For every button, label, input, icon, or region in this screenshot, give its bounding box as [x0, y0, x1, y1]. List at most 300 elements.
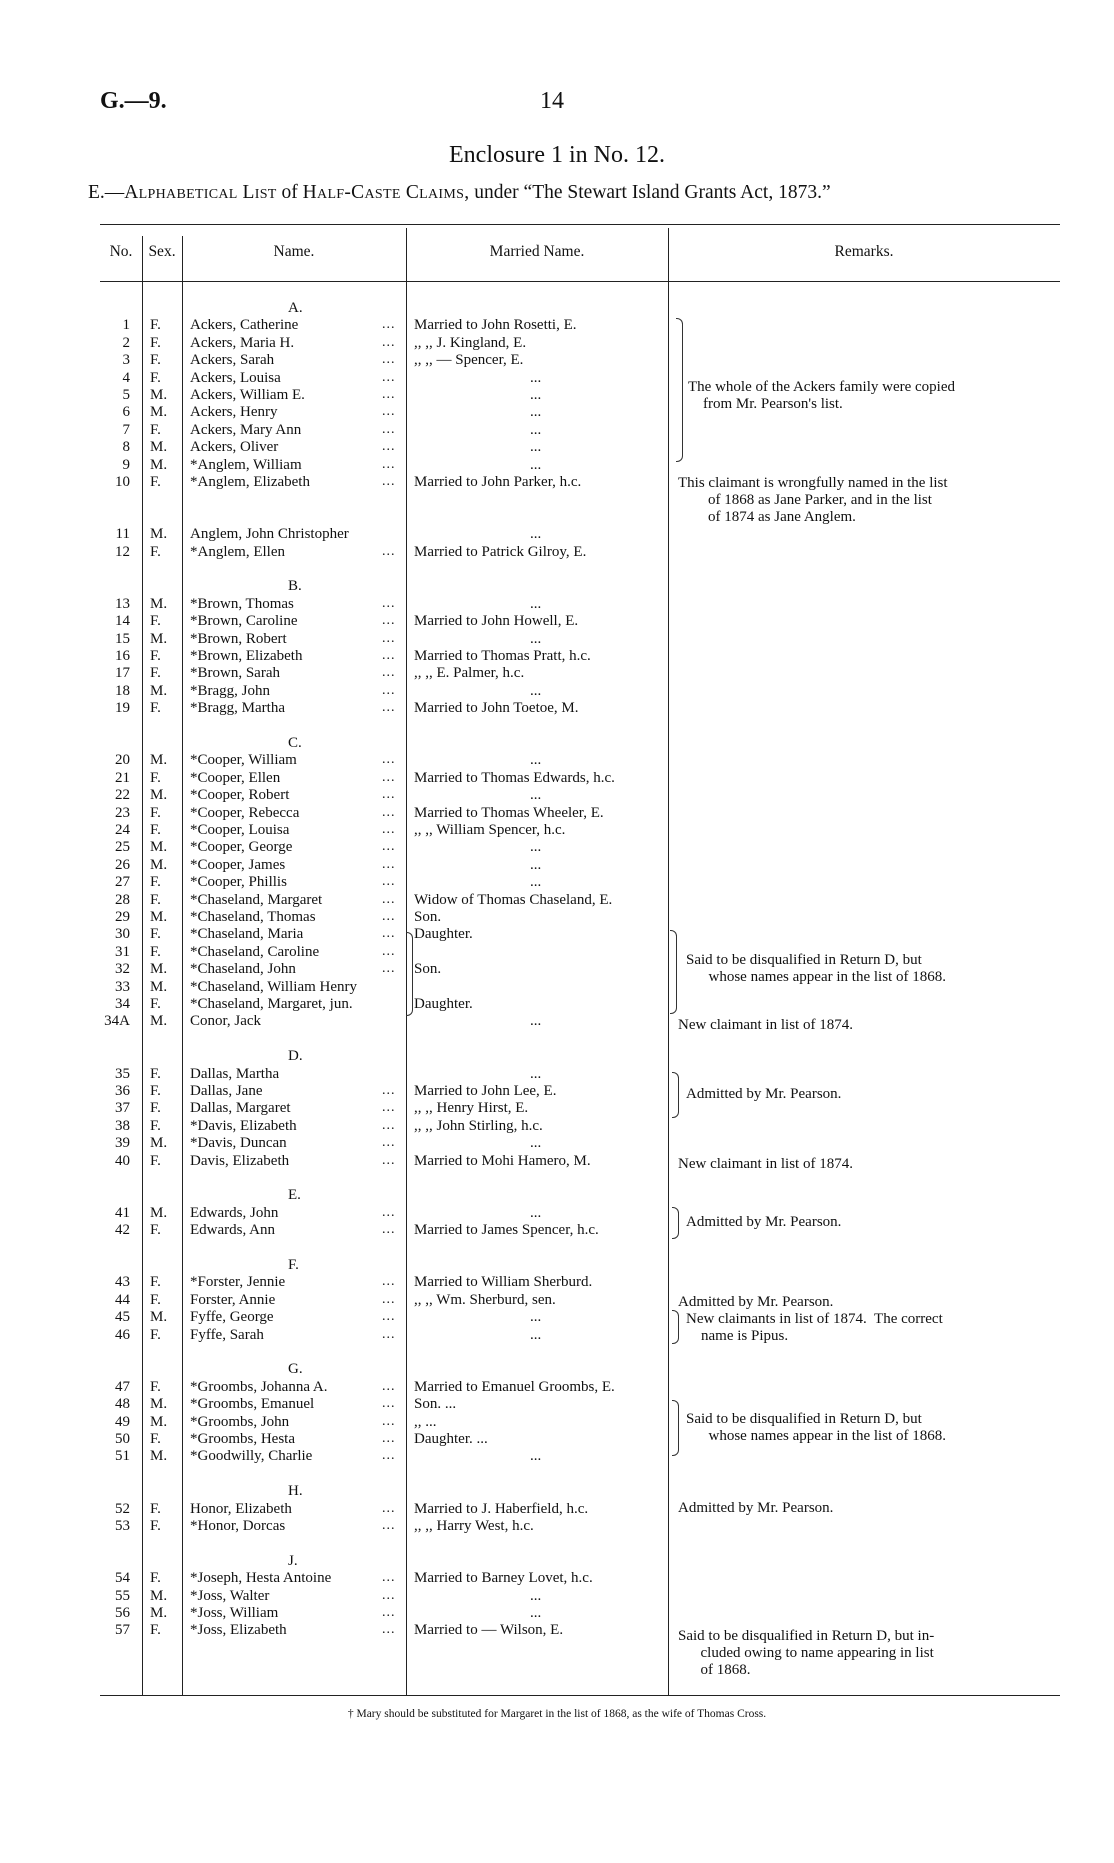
row-sex: F.	[150, 1326, 161, 1343]
row-married-name: Married to John Howell, E.	[414, 613, 579, 630]
row-sex: F.	[150, 613, 161, 630]
row-name: Ackers, Henry	[190, 404, 278, 421]
row-number: 27	[115, 874, 130, 891]
leader-dots: ...	[382, 1083, 396, 1098]
row-sex: F.	[150, 926, 161, 943]
row-married-name: ...	[530, 1605, 542, 1621]
brace	[406, 932, 413, 1016]
row-married-name: Son.	[414, 909, 442, 925]
column-header-name: Name.	[273, 243, 315, 260]
leader-dots: ...	[382, 1622, 396, 1638]
row-name: *Brown, Thomas	[190, 595, 294, 612]
row-name: *Davis, Elizabeth	[190, 1117, 297, 1134]
row-number: 56	[115, 1605, 130, 1621]
row-married-name: Married to Mohi Hamero, M.	[414, 1152, 591, 1169]
row-married-name: ...	[530, 630, 542, 647]
row-married-name: ,, ,, E. Palmer, h.c.	[414, 665, 525, 682]
leader-dots: ...	[382, 1605, 396, 1620]
row-name: *Cooper, George	[190, 839, 293, 856]
row-name: Fyffe, Sarah	[190, 1326, 264, 1343]
row-sex: F.	[150, 1117, 161, 1134]
row-number: 49	[115, 1413, 130, 1430]
leader-dots: ...	[382, 700, 396, 716]
section-letter: E.	[288, 1187, 301, 1204]
leader-dots: ...	[382, 874, 396, 890]
row-sex: F.	[150, 822, 161, 838]
page-title: Enclosure 1 in No. 12.	[449, 142, 665, 168]
row-name: *Groombs, Johanna A.	[190, 1378, 328, 1395]
section-letter: F.	[288, 1257, 299, 1273]
remark-forster: Admitted by Mr. Pearson.	[678, 1294, 834, 1310]
leader-dots: ...	[382, 787, 396, 803]
leader-dots: ...	[382, 1326, 396, 1342]
row-married-name: ...	[530, 595, 542, 612]
leader-dots: ...	[382, 665, 396, 681]
row-name: *Chaseland, Margaret	[190, 891, 323, 908]
brace	[672, 1207, 679, 1239]
row-sex: M.	[150, 752, 168, 769]
row-married-name: ...	[530, 856, 542, 873]
row-married-name: ...	[530, 1065, 542, 1082]
row-sex: M.	[150, 961, 168, 978]
row-name: Edwards, John	[190, 1204, 279, 1221]
row-married-name: Son. ...	[414, 1396, 457, 1413]
row-number: 16	[115, 648, 130, 664]
row-sex: F.	[150, 1083, 161, 1099]
leader-dots: ...	[382, 613, 396, 629]
section-letter: C.	[288, 735, 302, 751]
leader-dots: ...	[382, 1378, 396, 1394]
row-name: *Cooper, William	[190, 752, 297, 769]
row-married-name: Married to James Spencer, h.c.	[414, 1222, 599, 1239]
row-name: Forster, Annie	[190, 1291, 276, 1308]
row-number: 54	[115, 1570, 130, 1587]
row-sex: F.	[150, 648, 161, 664]
row-married-name: ,, ...	[414, 1413, 437, 1430]
row-name: *Forster, Jennie	[190, 1274, 286, 1291]
row-married-name: ...	[530, 752, 542, 769]
row-married-name: ...	[530, 1135, 542, 1152]
row-name: *Joss, Elizabeth	[190, 1622, 287, 1639]
row-number: 3	[122, 352, 130, 369]
row-number: 44	[115, 1291, 130, 1308]
row-number: 47	[115, 1378, 130, 1395]
table-bottom-rule	[100, 1695, 1060, 1696]
row-name: *Honor, Dorcas	[190, 1518, 286, 1534]
row-name: *Chaseland, Margaret, jun.	[190, 996, 353, 1012]
remark-fyffe: New claimants in list of 1874. The correct name is Pipus.	[686, 1311, 943, 1344]
row-married-name: Married to Thomas Wheeler, E.	[414, 804, 604, 821]
leader-dots: ...	[382, 961, 396, 977]
row-sex: F.	[150, 1291, 161, 1308]
row-number: 43	[115, 1274, 130, 1291]
row-name: Fyffe, George	[190, 1309, 274, 1326]
leader-dots: ...	[382, 1413, 396, 1429]
row-number: 25	[115, 839, 130, 856]
row-number: 53	[115, 1518, 130, 1534]
row-name: Ackers, Oliver	[190, 439, 279, 456]
row-name: *Bragg, Martha	[190, 700, 285, 717]
row-number: 29	[115, 909, 130, 925]
row-sex: F.	[150, 1100, 161, 1117]
section-letter: H.	[288, 1483, 303, 1500]
row-number: 38	[115, 1117, 130, 1134]
row-number: 26	[115, 856, 130, 873]
row-name: *Cooper, James	[190, 856, 286, 873]
row-number: 57	[115, 1622, 130, 1639]
document-reference: G.—9.	[100, 88, 167, 114]
row-sex: M.	[150, 630, 168, 647]
row-number: 41	[115, 1204, 130, 1221]
row-name: *Brown, Robert	[190, 630, 287, 647]
remark-ackers: The whole of the Ackers family were copied from Mr. Pearson's list.	[688, 379, 955, 412]
row-name: *Joss, Walter	[190, 1587, 270, 1604]
row-name: Ackers, Maria H.	[190, 334, 295, 351]
column-divider-no	[142, 236, 143, 1695]
column-divider-married	[668, 228, 669, 1695]
row-sex: M.	[150, 526, 168, 543]
row-sex: F.	[150, 1222, 161, 1239]
leader-dots: ...	[382, 1448, 396, 1464]
row-married-name: Married to John Parker, h.c.	[414, 474, 582, 490]
row-married-name: Married to John Lee, E.	[414, 1083, 557, 1099]
row-married-name: ...	[530, 682, 542, 699]
section-letter: A.	[288, 300, 303, 316]
row-number: 45	[115, 1309, 130, 1326]
leader-dots: ...	[382, 856, 396, 872]
row-sex: F.	[150, 421, 161, 438]
row-name: *Cooper, Rebecca	[190, 804, 300, 821]
row-married-name: Married to J. Haberfield, h.c.	[414, 1500, 589, 1517]
leader-dots: ...	[382, 352, 396, 368]
leader-dots: ...	[382, 334, 396, 350]
row-married-name: ,, ,, — Spencer, E.	[414, 352, 524, 369]
leader-dots: ...	[382, 1309, 396, 1325]
row-name: *Brown, Sarah	[190, 665, 280, 682]
brace	[672, 1400, 679, 1456]
row-name: *Groombs, Hesta	[190, 1431, 295, 1447]
row-married-name: ,, ,, William Spencer, h.c.	[414, 822, 566, 838]
row-number: 52	[115, 1500, 130, 1517]
row-name: Ackers, William E.	[190, 387, 305, 403]
row-number: 33	[115, 978, 130, 995]
row-sex: F.	[150, 1622, 161, 1639]
leader-dots: ...	[382, 474, 396, 489]
row-number: 24	[115, 822, 130, 838]
row-name: *Joss, William	[190, 1605, 279, 1621]
row-number: 46	[115, 1326, 130, 1343]
row-number: 1	[122, 317, 130, 334]
row-number: 7	[122, 421, 130, 438]
row-name: Ackers, Louisa	[190, 369, 281, 386]
row-sex: F.	[150, 1570, 161, 1587]
row-married-name: ...	[530, 421, 542, 438]
row-name: *Groombs, John	[190, 1413, 290, 1430]
row-sex: M.	[150, 387, 168, 403]
row-married-name: ...	[530, 1587, 542, 1604]
row-sex: F.	[150, 700, 161, 717]
remark-groombs: Said to be disqualified in Return D, but whose names appear in the list of 1868.	[686, 1411, 946, 1444]
row-sex: M.	[150, 456, 168, 473]
row-name: *Chaseland, William Henry	[190, 978, 357, 995]
row-married-name: ...	[530, 1326, 542, 1343]
row-name: *Cooper, Phillis	[190, 874, 287, 891]
leader-dots: ...	[382, 456, 396, 472]
leader-dots: ...	[382, 1431, 396, 1446]
brace	[676, 318, 683, 462]
row-married-name: ...	[530, 369, 542, 386]
row-sex: F.	[150, 996, 161, 1012]
row-name: *Anglem, William	[190, 456, 302, 473]
row-number: 14	[115, 613, 130, 630]
section-letter: B.	[288, 578, 302, 595]
leader-dots: ...	[382, 369, 396, 385]
leader-dots: ...	[382, 1396, 396, 1412]
row-married-name: ...	[530, 1204, 542, 1221]
row-number: 23	[115, 804, 130, 821]
row-sex: F.	[150, 474, 161, 490]
row-married-name: Married to Patrick Gilroy, E.	[414, 543, 587, 560]
row-married-name: ...	[530, 404, 542, 421]
leader-dots: ...	[382, 404, 396, 420]
row-married-name: Married to John Toetoe, M.	[414, 700, 579, 717]
row-number: 35	[115, 1065, 130, 1082]
row-sex: M.	[150, 1448, 168, 1465]
row-number: 22	[115, 787, 130, 804]
row-name: Dallas, Martha	[190, 1065, 280, 1082]
row-sex: F.	[150, 369, 161, 386]
row-married-name: Married to William Sherburd.	[414, 1274, 593, 1291]
leader-dots: ...	[382, 543, 396, 559]
row-married-name: ...	[530, 839, 542, 856]
row-name: *Chaseland, Maria	[190, 926, 304, 943]
row-name: Ackers, Sarah	[190, 352, 275, 369]
column-header-married-name: Married Name.	[489, 243, 585, 260]
row-number: 19	[115, 700, 130, 717]
leader-dots: ...	[382, 1117, 396, 1133]
row-sex: M.	[150, 682, 168, 699]
row-sex: M.	[150, 1013, 168, 1030]
row-name: *Bragg, John	[190, 682, 270, 699]
row-name: Edwards, Ann	[190, 1222, 275, 1239]
leader-dots: ...	[382, 1222, 396, 1238]
row-number: 20	[115, 752, 130, 769]
row-number: 34	[115, 996, 130, 1012]
row-sex: F.	[150, 665, 161, 682]
row-married-name: ...	[530, 787, 542, 804]
row-name: *Davis, Duncan	[190, 1135, 287, 1152]
table-heading: E.—Alphabetical List of Half-Caste Claims, under “The Stewart Island Grants Act, 1873.”	[88, 182, 831, 203]
column-header-sex: Sex.	[148, 243, 176, 260]
row-married-name: Daughter.	[414, 996, 473, 1012]
row-name: *Chaseland, Thomas	[190, 909, 316, 925]
row-sex: M.	[150, 1204, 168, 1221]
row-sex: M.	[150, 1587, 168, 1604]
row-married-name: ...	[530, 1448, 542, 1465]
row-sex: F.	[150, 1274, 161, 1291]
row-sex: M.	[150, 1605, 168, 1621]
row-number: 18	[115, 682, 130, 699]
row-name: *Chaseland, Caroline	[190, 943, 320, 960]
row-number: 10	[115, 474, 130, 490]
row-married-name: ,, ,, Harry West, h.c.	[414, 1518, 534, 1534]
row-number: 50	[115, 1431, 130, 1447]
leader-dots: ...	[382, 804, 396, 820]
row-number: 6	[122, 404, 130, 421]
row-married-name: Daughter. ...	[414, 1431, 488, 1447]
remark-edwards: Admitted by Mr. Pearson.	[686, 1214, 842, 1230]
leader-dots: ...	[382, 752, 396, 768]
remark-dallas: Admitted by Mr. Pearson.	[686, 1086, 842, 1102]
row-married-name: Married to Thomas Pratt, h.c.	[414, 648, 591, 664]
row-name: *Brown, Caroline	[190, 613, 298, 630]
row-married-name: Married to John Rosetti, E.	[414, 317, 577, 334]
leader-dots: ...	[382, 1500, 396, 1516]
leader-dots: ...	[382, 926, 396, 942]
row-number: 8	[122, 439, 130, 456]
row-name: *Cooper, Louisa	[190, 822, 290, 838]
leader-dots: ...	[382, 439, 396, 455]
leader-dots: ...	[382, 595, 396, 611]
row-number: 34A	[104, 1013, 130, 1030]
remark-conor: New claimant in list of 1874.	[678, 1017, 853, 1033]
row-married-name: Widow of Thomas Chaseland, E.	[414, 891, 613, 908]
row-number: 5	[122, 387, 130, 403]
remark-chaseland: Said to be disqualified in Return D, but whose names appear in the list of 1868.	[686, 952, 946, 985]
row-name: *Anglem, Ellen	[190, 543, 285, 560]
row-married-name: Married to — Wilson, E.	[414, 1622, 564, 1639]
leader-dots: ...	[382, 909, 396, 924]
row-sex: M.	[150, 1309, 168, 1326]
row-sex: M.	[150, 856, 168, 873]
leader-dots: ...	[382, 839, 396, 855]
leader-dots: ...	[382, 682, 396, 698]
row-sex: F.	[150, 317, 161, 334]
row-married-name: Son.	[414, 961, 442, 978]
row-married-name: ...	[530, 456, 542, 473]
row-sex: F.	[150, 769, 161, 786]
row-sex: M.	[150, 1135, 168, 1152]
section-letter: J.	[288, 1552, 298, 1569]
row-sex: M.	[150, 909, 168, 925]
footnote: † Mary should be substituted for Margaret in the list of 1868, as the wife of Thomas Cross.	[347, 1708, 767, 1720]
row-number: 32	[115, 961, 130, 978]
leader-dots: ...	[382, 421, 396, 437]
row-married-name: ,, ,, Henry Hirst, E.	[414, 1100, 529, 1117]
row-number: 42	[115, 1222, 130, 1239]
leader-dots: ...	[382, 943, 396, 959]
row-married-name: ,, ,, J. Kingland, E.	[414, 334, 527, 351]
row-name: Ackers, Catherine	[190, 317, 299, 334]
table-top-rule	[100, 224, 1060, 225]
row-married-name: ...	[530, 439, 542, 456]
row-name: *Anglem, Elizabeth	[190, 474, 310, 490]
row-married-name: ...	[530, 387, 542, 403]
row-sex: F.	[150, 804, 161, 821]
column-header-no: No.	[109, 243, 133, 260]
leader-dots: ...	[382, 1100, 396, 1116]
table-header-rule	[100, 281, 1060, 282]
column-divider-sex	[182, 236, 183, 1695]
brace	[672, 1310, 679, 1344]
row-number: 9	[122, 456, 130, 473]
remark-davis: New claimant in list of 1874.	[678, 1156, 853, 1172]
row-number: 48	[115, 1396, 130, 1413]
row-sex: M.	[150, 404, 168, 421]
row-married-name: ...	[530, 526, 542, 543]
row-number: 4	[122, 369, 130, 386]
leader-dots: ...	[382, 822, 396, 837]
leader-dots: ...	[382, 1587, 396, 1603]
row-name: Conor, Jack	[190, 1013, 262, 1030]
row-sex: F.	[150, 1152, 161, 1169]
row-number: 40	[115, 1152, 130, 1169]
row-number: 13	[115, 595, 130, 612]
leader-dots: ...	[382, 1291, 396, 1307]
leader-dots: ...	[382, 387, 396, 402]
leader-dots: ...	[382, 630, 396, 646]
brace	[672, 1072, 679, 1118]
brace	[670, 930, 677, 1014]
row-number: 21	[115, 769, 130, 786]
row-name: *Groombs, Emanuel	[190, 1396, 315, 1413]
row-sex: F.	[150, 543, 161, 560]
leader-dots: ...	[382, 648, 396, 663]
row-number: 55	[115, 1587, 130, 1604]
row-married-name: ,, ,, John Stirling, h.c.	[414, 1117, 543, 1134]
leader-dots: ...	[382, 1518, 396, 1533]
row-married-name: ...	[530, 1309, 542, 1326]
row-number: 12	[115, 543, 130, 560]
leader-dots: ...	[382, 317, 396, 333]
leader-dots: ...	[382, 1152, 396, 1168]
row-sex: F.	[150, 1500, 161, 1517]
row-name: *Goodwilly, Charlie	[190, 1448, 313, 1465]
row-married-name: Daughter.	[414, 926, 473, 943]
row-sex: F.	[150, 943, 161, 960]
row-number: 28	[115, 891, 130, 908]
row-name: Dallas, Jane	[190, 1083, 263, 1099]
remark-joss: Said to be disqualified in Return D, but in- cluded owing to name appearing in list of 1868.	[678, 1628, 935, 1678]
row-number: 30	[115, 926, 130, 943]
row-sex: F.	[150, 334, 161, 351]
row-married-name: Married to Emanuel Groombs, E.	[414, 1378, 615, 1395]
leader-dots: ...	[382, 1204, 396, 1220]
row-sex: F.	[150, 874, 161, 891]
leader-dots: ...	[382, 891, 396, 907]
row-name: Ackers, Mary Ann	[190, 421, 302, 438]
row-name: *Joseph, Hesta Antoine	[190, 1570, 332, 1587]
row-name: *Cooper, Robert	[190, 787, 290, 804]
section-letter: G.	[288, 1361, 303, 1378]
row-name: Davis, Elizabeth	[190, 1152, 290, 1169]
row-name: *Chaseland, John	[190, 961, 296, 978]
row-sex: F.	[150, 1065, 161, 1082]
row-name: *Brown, Elizabeth	[190, 648, 303, 664]
row-married-name: ...	[530, 874, 542, 891]
row-sex: F.	[150, 352, 161, 369]
row-number: 11	[115, 526, 130, 543]
row-sex: M.	[150, 839, 168, 856]
row-sex: M.	[150, 1413, 168, 1430]
row-number: 17	[115, 665, 130, 682]
row-married-name: Married to Barney Lovet, h.c.	[414, 1570, 593, 1587]
row-married-name: ...	[530, 1013, 542, 1030]
row-married-name: Married to Thomas Edwards, h.c.	[414, 769, 615, 786]
column-header-remarks: Remarks.	[834, 243, 894, 260]
row-sex: M.	[150, 787, 168, 804]
row-name: Honor, Elizabeth	[190, 1500, 292, 1517]
